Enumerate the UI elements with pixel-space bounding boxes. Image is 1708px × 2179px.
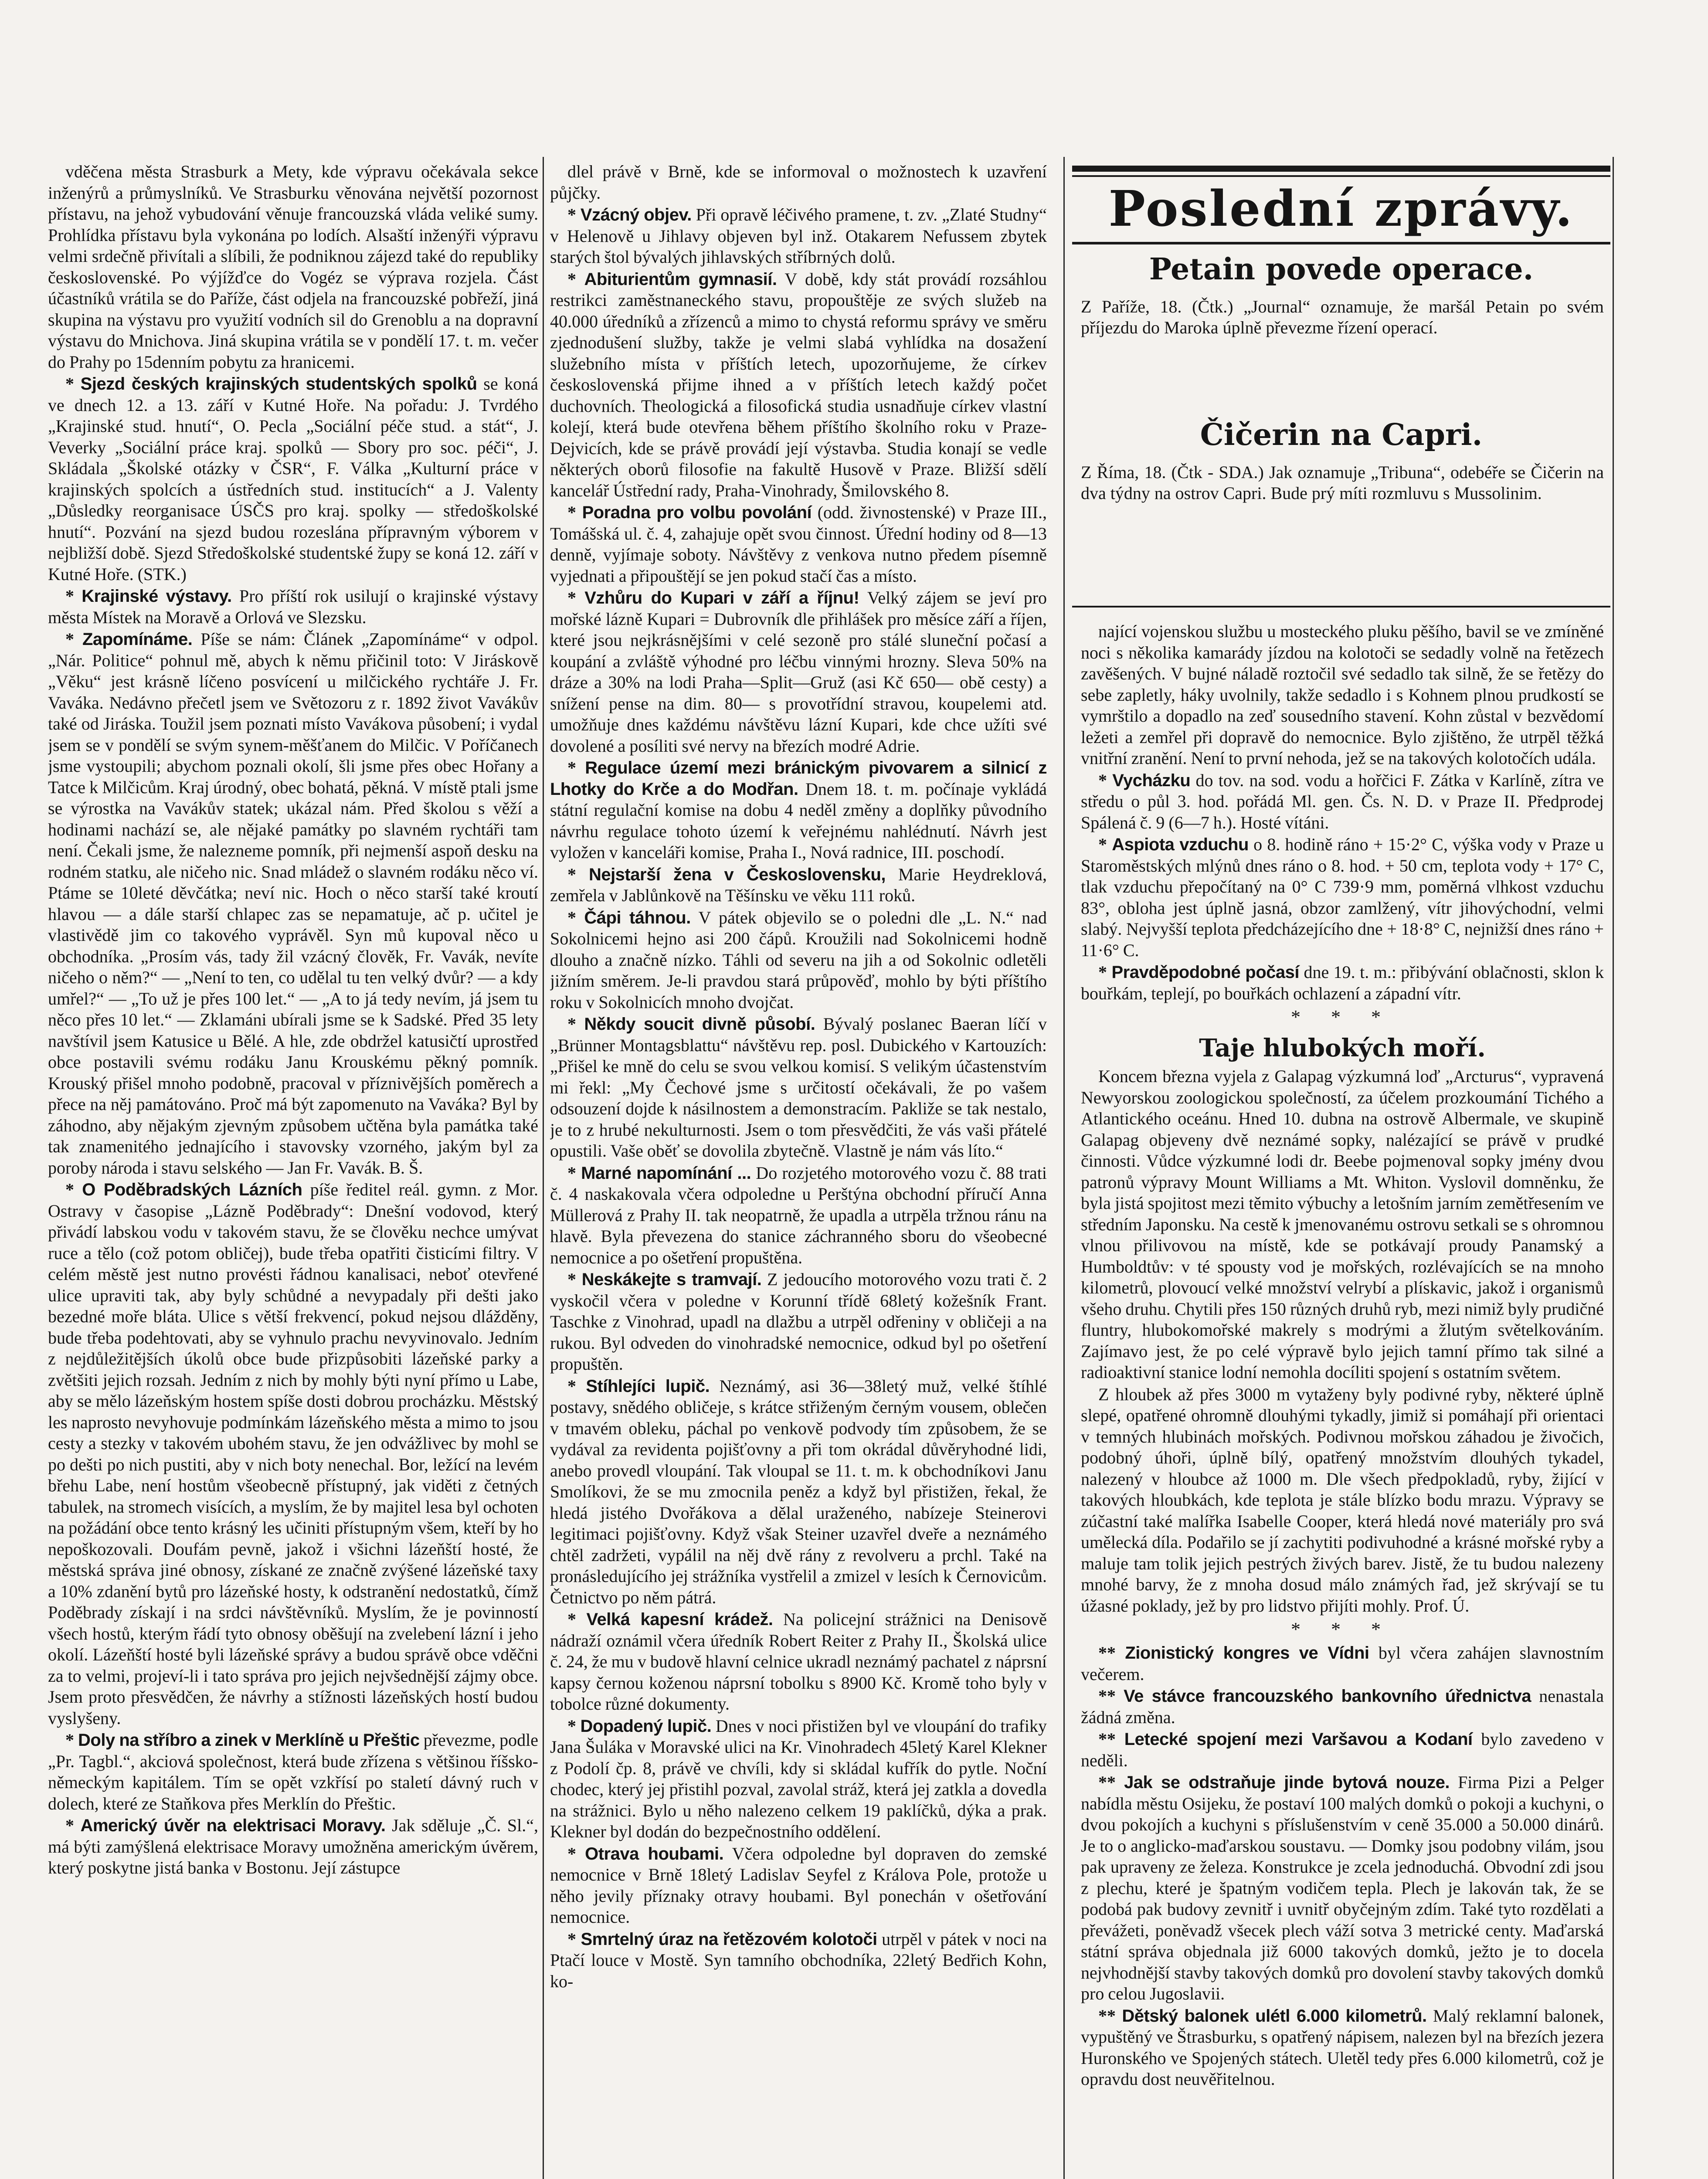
- article-text: Bývalý poslanec Baeran líčí v „Brünner Montagsblattu“ návštěvu rep. posl. Dubického v Kartouzích: „Přišel ke mně do celu se svou velkou komisí. S velikým účastenstvím mi řekl: „My Čechové jsme s určitostí očekávali, že po vašem odsouzení dojde k násilnostem a demonstracím. Pakliže se tak nestalo, je to z hrubé nekulturnosti. Jsem o tom přesvědčiti, že vás vaši přátelé opustili. Vaše oběť se dovolila zbytečně. Vlastně je nám vás líto.“: [550, 1014, 1047, 1161]
- article: * Americký úvěr na elektrisaci Moravy. Jak sděluje „Č. Sl.“, má býti zamýšlená elektrisace Moravy umožněna americkým úvěrem, který poskytne jistá banka v Bostonu. Její zástupce: [48, 1816, 538, 1877]
- article-text: vděčena města Strasburk a Mety, kde výpravu očekávala sekce inženýrů a průmyslníků. Ve Strasburku věnována největší pozornost přístavu, na jehož vybudování věnuje francouzská vláda veliké sumy. Prohlídka přístavu byla vykonána po lodích. Alsaští inženýři výpravu velmi srdečně přivítali a slíbili, že podniknou zájezd také do republiky československé. Po výjížďce do Vogéz se výprava rozjela. Část účastníků vrátila se do Paříže, část odjela na francouzské pobřeží, jiná skupina na výstavu pro využití vodních sil do Grenoblu a na dopravní výstavu do Mnichova. Jiná skupina vrátila se v pondělí 17. t. m. večer do Prahy po 15denním pobytu za hranicemi.: [48, 162, 538, 372]
- article-lead: Marné napomínání ...: [581, 1163, 751, 1183]
- article-text: Jak sděluje „Č. Sl.“, má býti zamýšlená elektrisace Moravy umožněna americkým úvěrem, který poskytne jistá banka v Bostonu. Její zástupce: [48, 1816, 538, 1877]
- article: * Aspiota vzduchu o 8. hodině ráno + 15·2° C, výška vody v Praze u Staroměstských mlýnů dnes ráno o 8. hod. + 50 cm, teplota vody + 17° C, tlak vzduchu přepočítaný na 0° C 739·9 mm, poměrná vlhkost vzduchu 83°, obloha jest úplně jasná, obzor zamlžený, vítr jihovýchodní, velmi slabý. Nejvyšší teplota předcházejícího dne + 18·8° C, nejnižší dnes ráno + 11·6° C.: [1081, 835, 1604, 960]
- story-text: Z Říma, 18. (Čtk - SDA.) Jak oznamuje „Tribuna“, odebéře se Čičerin na dva týdny na ostrov Capri. Bude prý míti rozmluvu s Mussolinim.: [1081, 462, 1604, 503]
- article-lead: Pravděpodobné počasí: [1111, 963, 1299, 982]
- article-text: bylo zavedeno v neděli.: [1081, 1729, 1604, 1770]
- article: * Otrava houbami. Včera odpoledne byl dopraven do zemské nemocnice v Brně 18letý Ladislav Seyfel z Králova Pole, protože u něho jevily příznaky otravy houbami. Byl ponechán v ošetřování nemocnice.: [550, 1843, 1047, 1927]
- article-text: dne 19. t. m.: přibývání oblačnosti, sklon k bouřkám, teplejí, po bouřkách ochlazení a západní vítr.: [1081, 962, 1604, 1003]
- article-text: Z hloubek až přes 3000 m vytaženy byly podivné ryby, některé úplně slepé, opatřené ohromně dlouhými tykadly, jimiž si pomáhají při orientaci v temných hlubinách mořských. Podivnou mořskou záhadou je živočich, podobný úhoři, úplně bílý, opatřený množstvím dlouhých tykadel, nalezený v hloubce až 1000 m. Dle všech předpokladů, ryby, žijící v takových hloubkách, kde teplota je stále blízko bodu mrazu. Výpravy se zúčastní také malířka Isabelle Cooper, která hledá nové materiály pro svá umělecká díla. Podařilo se jí zachytiti podivuhodné a krásné mořské ryby a maluje tam tolik jejich pestrých živých barev. Jistě, že tu budou nalezeny mnohé barvy, že z mnoha dosud málo známých řad, jež skrývají se tu úžasné poklady, jež by pro lidstvo přijíti mohly. Prof. Ú.: [1081, 1384, 1604, 1616]
- column-rule: [1613, 157, 1614, 2179]
- article-text: byl včera zahájen slavnostním večerem.: [1081, 1643, 1604, 1684]
- article-text: nenastala žádná změna.: [1081, 1686, 1604, 1727]
- article-text: Firma Pizi a Pelger nabídla městu Osijeku, že postaví 100 malých domků o pokoji a kuchyni, o dvou pokojích a kuchyni s příslušenstvím v ceně 35.000 a 50.000 dinárů. Je to o anglicko-maďarskou soustavu. — Domky jsou podobny vilám, jsou pak upraveny ze železa. Konstrukce je zcela jednoduchá. Obvodní zdi jsou z plechu, které je špatným vodičem tepla. Plech je lakován tak, že se podobá pak budovy zevnitř i uvnitř obyčejným zdím. Také tyto rozdělati a převážeti, poněvadž všecek plech váží sotva 3 metrické centy. Maďarská státní správa objednala již 6000 takových domků, ježto je to docela nejvhodnější stavby takových domků pro dovolení stavby takových domků pro celou Jugoslavii.: [1081, 1772, 1604, 2003]
- article-text: Velký zájem se jeví pro mořské lázně Kupari = Dubrovník dle přihlášek pro měsíce září a říjen, které jsou nejkrásnějšími v celé sezoně pro stálé sluneční počasí a koupání a zvláště výhodné pro léčbu vinnými hrozny. Sleva 50% na dráze a 30% na lodi Praha—Split—Gruž (asi Kč 650— obě cesty) a snížení pense na dim. 80— s provotřídní stravou, koupelemi atd. umožňuje dnes každému návštěvu lázní Kupari, kde chce užíti své dovolené a posíliti své nervy na březích modré Adrie.: [550, 588, 1047, 756]
- article: * Čápi táhnou. V pátek objevilo se o poledni dle „L. N.“ nad Sokolnicemi hejno asi 200 čápů. Kroužili nad Sokolnicemi hodně dlouho a značně nízko. Táhli od severu na jih a od Sokolnic odletěli jižním směrem. Je-li pravdou stará průpověď, mohlo by býti příštího roku v Sokolnicích mnoho dvojčat.: [550, 907, 1047, 1012]
- article: * Abiturientům gymnasií. V době, kdy stát provádí rozsáhlou restrikci zaměstnaneckého stavu, propouštěje ze svých služeb na 40.000 úředníků a zřízenců a mimo to chystá reformu správy ve směru zjednodušení služby, takže je velmi slabá vyhlídka na dosažení služebního místa v příštích letech, upozorňujeme, že církev československá přijme ihned a v příštích letech každý počet duchovních. Theologická a filosofická studia usnadňuje církev vlastní kolejí, která bude otevřena během příštího školního roku v Praze-Dejvicích, kde se právě provádí její výstavba. Studia konají se vedle některých oborů filosofie na fakultě Husově v Praze. Bližší sdělí kancelář Ústřední rady, Praha-Vinohrady, Šmilovského 8.: [550, 269, 1047, 500]
- article-lead: Ve stávce francouzského bankovního úřednictva: [1124, 1687, 1531, 1706]
- article-text: Na policejní strážnici na Denisově nádraží oznámil včera úředník Robert Reiter z Prahy II., Školská ulice č. 24, že mu v budově hlavní celnice ukradl neznámý pachatel z náprsní kapsy černou koženou náprsní tobolku s 8900 Kč. Kromě toho byly v tobolce různé dokumenty.: [550, 1609, 1047, 1714]
- column-rule: [543, 157, 544, 2179]
- article-text: (odd. živnostenské) v Praze III., Tomášská ul. č. 4, zahajuje opět svou činnost. Úřední hodiny od 8—13 denně, vyjímaje soboty. Návštěvy z venkova nutno předem písemně vyjednati a připouštějí se jen pokud stačí čas a místo.: [550, 502, 1047, 586]
- article-lead: Stíhlejíci lupič.: [586, 1376, 710, 1396]
- article: [550, 161, 1047, 204]
- article: * Někdy soucit divně působí. Bývalý poslanec Baeran líčí v „Brünner Montagsblattu“ návštěvu rep. posl. Dubického v Kartouzích: „Přišel ke mně do celu se svou velkou komisí. S velikým účastenstvím mi řekl: „My Čechové jsme s určitostí očekávali, že po vašem odsouzení dojde k násilnostem a demonstracím. Pakliže se tak nestalo, je to z hrubé nekulturnosti. Jsem o tom přesvědčiti, že vás vaši přátelé opustili. Vaše oběť se dovolila zbytečně. Vlastně je nám vás líto.“: [550, 1014, 1047, 1161]
- box-rule: [1072, 166, 1610, 172]
- article: [1081, 621, 1604, 769]
- article-lead: Dopadený lupič.: [580, 1716, 712, 1736]
- article-lead: Otrava houbami.: [585, 1844, 724, 1863]
- feature-headline: Taje hlubokých moří.: [1199, 1034, 1486, 1062]
- article-lead: Někdy soucit divně působí.: [584, 1015, 815, 1034]
- box-rule: [1072, 242, 1610, 244]
- article-lead: Doly na stříbro a zinek v Merklíně u Přeštic: [78, 1731, 420, 1750]
- column-1: [48, 161, 538, 2179]
- article: * Dopadený lupič. Dnes v noci přistižen byl ve vloupání do trafiky Jana Šuláka v Moravské ulici na Kr. Vinohradech 45letý Karel Klekner z Podolí čp. 8, právě ve chvíli, kdy si skládal kufřík do pytle. Noční chodec, který jej přistihl pozval, zavolal stráž, která jej zatkla a dovedla na strážnici. Bylo u něho nalezeno celkem 19 paklíčků, dýka a prak. Klekner byl dodán do bezpečnostního oddělení.: [550, 1716, 1047, 1841]
- column-rule: [1063, 157, 1065, 2179]
- article-lead: Vzácný objev.: [580, 205, 692, 224]
- article-lead: Sjezd českých krajinských studentských spolků: [80, 374, 477, 394]
- article-lead: Americký úvěr na elektrisaci Moravy.: [80, 1816, 386, 1835]
- article-lead: Jak se odstraňuje jinde bytová nouze.: [1124, 1773, 1450, 1792]
- article-lead: Zapomínáme.: [82, 630, 193, 649]
- article-lead: Vycházku: [1112, 770, 1191, 790]
- article: * Pravděpodobné počasí dne 19. t. m.: přibývání oblačnosti, sklon k bouřkám, teplejí, po bouřkách ochlazení a západní vítr.: [1081, 962, 1604, 1003]
- story-headline: Čičerin na Capri.: [1200, 417, 1483, 452]
- article: * O Poděbradských Lázních píše ředitel reál. gymn. z Mor. Ostravy v časopise „Lázně Poděbrady“: Dnešní vodovod, který přivádí labskou vodu v takovém stavu, že se člověku nechce umývat ruce a tělo (což potom obličej), bude třeba opatřiti čisticími filtry. V celém městě jest nutno provésti řádnou kanalisaci, neboť otevřené ulice upraviti tak, aby byly schůdné a nevypadaly při dešti jako bezedné moře bláta. Ulice s větší frekvencí, pokud nejsou dlážděny, bude třeba podehtovati, aby se vyhnulo prachu nevyvinovalo. Jedním z nejdůležitějších úkolů obce bude přizpůsobiti lázeňské parky a zvětšiti jejich rozsah. Jedním z nich by mohly býti nyní přímo u Labe, aby se mělo lázeňským hostem spíše dosti dobrou procházku. Městský les naprosto nevyhovuje podmínkám lázeňského města a mimo to jsou cesty a stezky v takovém ubohém stavu, že jen odvážlivec by mohl se po dešti po nich pustiti, aby v nich boty nenechal. Bor, ležící na levém břehu Labe, není hostům všeobecně přístupný, jak viděti z četných tabulek, na stromech visících, a myslím, že by majitel lesa byl ochoten na požádání obce tento krásný les učiniti přístupným všem, kteří by ho nepoškozovali. Doufám pevně, jakož i všichni lázeňští hosté, že městská správa jiné obnosy, získané ze značně zvýšené lázeňské taxy a 10% zdanění bytů pro lázeňské hosty, k odstranění nedostatků, čímž Poděbrady získají i na srdci návštěvníků. Myslím, že je povinností všech hostů, kterým řádí tyto obnosy oběšují na zvelebení lázní i jeho okolí. Lázeňští hosté byli lázeňské správy a budou správě obce vděčni za to velmi, projeví-li i tato správa pro jejich nejvšednější zájmy obce. Jsem proto přesvědčen, že návrhy a stížnosti lázeňských hostí budou vyslyšeny.: [48, 1180, 538, 1728]
- article: ** Letecké spojení mezi Varšavou a Kodaní bylo zavedeno v neděli.: [1081, 1729, 1604, 1770]
- section-banner: Poslední zprávy.: [1108, 180, 1574, 238]
- article-lead: Poradna pro volbu povolání: [582, 503, 812, 522]
- article: * Vycházku do tov. na sod. vodu a hořčici F. Zátka v Karlíně, zítra ve středu o půl 3. hod. pořádá Ml. gen. Čs. N. D. v Praze II. Předprodej Spálená č. 9 (6—7 h.). Hosté vítáni.: [1081, 770, 1604, 832]
- article: * Marné napomínání ... Do rozjetého motorového vozu č. 88 trati č. 4 naskakovala včera odpoledne u Perštýna obchodní příručí Anna Müllerová z Prahy II. tak neopatrně, že upadla a utrpěla tržnou ránu na hlavě. Byla převezena do stanice záchranného sboru do všeobecné nemocnice a po ošetření propuštěna.: [550, 1163, 1047, 1267]
- article: * Sjezd českých krajinských studentských spolků se koná ve dnech 12. a 13. září v Kutné Hoře. Na pořadu: J. Tvrdého „Krajinské stud. hnutí“, O. Pecla „Sociální péče stud. a stát“, J. Veverky „Sociální práce kraj. spolků — Sbory pro soc. péči“, J. Skládala „Školské otázky v ČSR“, F. Válka „Kulturní práce v krajinských spolcích a ústředních stud. institucích“ a J. Valenty „Důsledky reorganisace ÚSČS pro kraj. spolky — středoškolské hnutí“. Pozvání na sjezd budou rozeslána přípravným výborem v nejbližší době. Sjezd Středoškolské studentské župy se koná 12. září v Kutné Hoře. (STK.): [48, 374, 538, 584]
- story-text: Z Paříže, 18. (Čtk.) „Journal“ oznamuje, že maršál Petain po svém příjezdu do Maroka úplně převezme řízení operací.: [1081, 297, 1604, 337]
- article-lead: Smrtelný úraz na řetězovém kolotoči: [581, 1929, 877, 1949]
- article: [1081, 1384, 1604, 1617]
- latest-news-box: [1072, 166, 1610, 614]
- article: * Poradna pro volbu povolání (odd. živnostenské) v Praze III., Tomášská ul. č. 4, zahajuje opět svou činnost. Úřední hodiny od 8—13 denně, vyjímaje soboty. Návštěvy z venkova nutno předem písemně vyjednati a připouštějí se jen pokud stačí čas a místo.: [550, 502, 1047, 586]
- article-text: Malý reklamní balonek, vypuštěný ve Štrasburku, s opatřený nápisem, nalezen byl na březích jezera Huronského ve Spojených státech. Uletěl tedy přes 6.000 kilometrů, což je opravdu dost neuvěřitelnou.: [1081, 2006, 1604, 2089]
- article: * Doly na stříbro a zinek v Merklíně u Přeštic převezme, podle „Pr. Tagbl.“, akciová společnost, která bude zřízena s většinou říšsko-německým kapitálem. Tím se opět vzkřísí po staletí dávný ruch v dolech, které ze Staňkova přes Merklín do Přeštic.: [48, 1730, 538, 1813]
- box-rule: [1072, 606, 1610, 608]
- box-rule: [1072, 175, 1610, 177]
- article-lead: Velká kapesní krádež.: [586, 1610, 773, 1629]
- column-2: [550, 161, 1047, 2179]
- article-lead: Abiturientům gymnasií.: [584, 269, 777, 289]
- article-text: Dnem 18. t. m. počínaje vykládá státní regulační komise na dobu 4 neděl změny a doplňky původního návrhu regulace tohoto území k veřejnému nahlédnutí. Návrh jest vyložen v kanceláři komise, Praha I., Nová radnice, III. poschodí.: [550, 779, 1047, 862]
- article-text: V době, kdy stát provádí rozsáhlou restrikci zaměstnaneckého stavu, propouštěje ze svých služeb na 40.000 úředníků a zřízenců a mimo to chystá reformu správy ve směru zjednodušení služby, takže je velmi slabá vyhlídka na dosažení služebního místa v příštích letech, upozorňujeme, že církev československá přijme ihned a v příštích letech každý počet duchovních. Theologická a filosofická studia usnadňuje církev vlastní kolejí, která bude otevřena během příštího školního roku v Praze-Dejvicích, kde se právě provádí její výstavba. Studia konají se vedle některých oborů filosofie na fakultě Husově v Praze. Bližší sdělí kancelář Ústřední rady, Praha-Vinohrady, Šmilovského 8.: [550, 269, 1047, 500]
- article-lead: Krajinské výstavy.: [81, 587, 232, 606]
- article-text: Píše se nám: Článek „Zapomínáme“ v odpol. „Nár. Politice“ pohnul mě, abych k němu přičinil toto: V Jiráskově „Věku“ jest krásně líčeno posvícení u milčického rychtáře J. Fr. Vaváka. Nedávno přečetl jsem ve Světozoru z r. 1892 život Vavákův také od Jiráska. Toužil jsem poznati místo Vavákova působení; i vydal jsem se v pondělí se svým synem-měšťanem do Milčic. V Poříčanech jsme vystoupili; abychom poznali okolí, šli jsme přes obec Hořany a Tatce k Milčicům. Kraj úrodný, obec bohatá, pěkná. V místě ptali jsme se výrostka na Vavákův statek; ukázal nám. Před školou s věží a hodinami nachází se, ale nějaké památky po slavném rychtáři tam není. Čekali jsme, že nalezneme pomník, při nejmenší aspoň desku na rodném statku, ale ničeho nic. Snad mládež o slavném rodáku něco ví. Ptáme se 10leté děvčátka; neví nic. Hoch o něco starší také kroutí hlavou — a dále starší chlapec zas se nepamatuje, ač p. učitel je vlastivědě jim co takového vyprávěl. Syn mů kupoval něco u obchodníka. „Prosím vás, tady žil vzácný člověk, Fr. Vavák, nevíte ničeho o něm?“ — „Není to ten, co udělal tu ten velký dvůr? — a kdy umřel?“ — „To už je přes 100 let.“ — „A to já tedy nevím, já jsem tu něco přes 10 let.“ — Zklamáni ubírali jsme se k Sadské. Před 35 lety navštívil jsem Katusice u Bělé. A hle, zde obdržel katusičtí uprostřed obce postavili svému rodáku Janu Krouskému pěkný pomník. Krouský přišel mnoho podobně, pracoval v příznivějších poměrech a přece na něj památováno. Proč má být zapomenuto na Vaváka? Byl by záhodno, aby nějakým zjevným způsobem učtěna byla památka také tak znamenitého jednajícího i stavovsky vzorného, jakým byl za poroby národa i stavu selského — Jan Fr. Vavák. B. Š.: [48, 629, 538, 1178]
- article: ** Jak se odstraňuje jinde bytová nouze. Firma Pizi a Pelger nabídla městu Osijeku, že postaví 100 malých domků o pokoji a kuchyni, o dvou pokojích a kuchyni s příslušenstvím v ceně 35.000 a 50.000 dinárů. Je to o anglicko-maďarskou soustavu. — Domky jsou podobny vilám, jsou pak upraveny ze železa. Konstrukce je zcela jednoduchá. Obvodní zdi jsou z plechu, které je špatným vodičem tepla. Plech je lakován tak, že se podobá pak budovy zevnitř i uvnitř obyčejným zdím. Také tyto rozdělati a převážeti, poněvadž všecek plech váží sotva 3 metrické centy. Maďarská státní správa objednala již 6000 takových domků, ježto je to docela nejvhodnější stavby takových domků pro dovolení stavby takových domků pro celou Jugoslavii.: [1081, 1772, 1604, 2003]
- article-lead: Letecké spojení mezi Varšavou a Kodaní: [1124, 1730, 1473, 1749]
- section-divider: * * *: [1291, 1006, 1394, 1028]
- article-lead: Regulace území mezi bránickým pivovarem a silnicí z Lhotky do Krče a do Modřan.: [550, 758, 1047, 799]
- article: * Vzácný objev. Při opravě léčivého pramene, t. zv. „Zlaté Studny“ v Helenově u Jihlavy objeven byl inž. Otakarem Nefussem zbytek starých štol bývalých jihlavských stříbrných dolů.: [550, 205, 1047, 267]
- section-divider: * * *: [1291, 1619, 1394, 1640]
- article-lead: Dětský balonek ulétl 6.000 kilometrů.: [1122, 2006, 1427, 2026]
- article-text: Koncem března vyjela z Galapag výzkumná loď „Arcturus“, vypravená Newyorskou zoologickou společností, za účelem prozkoumání Tichého a Atlantického oceánu. Hned 10. dubna na ostrově Albermale, ve skupině Galapag objeveny dvě neznámé sopky, nalézající se právě v prudké činnosti. Vůdce výzkumné lodi dr. Beebe pojmenoval sopky jmény dvou patronů výpravy Mount Williams a Mt. Whiton. Vyslovil domněnku, že byla jistá spojitost mezi těmito výbuchy a letošním jarním zemětřesením ve středním Japonsku. Na cestě k jmenovanému ostrovu setkali se s ohromnou vlnou přilivovou na místě, kde se potkávají proudy Panamský a Humboldtův: v té spousty vod je mořských, rozlévajících se na mnoho kilometrů, plovoucí velké množství velrybí a plískavic, jakož i organismů všeho druhu. Chytili přes 150 různých druhů ryb, mezi nimiž byly prudičné fluntry, hlubokomořské makrely s modrými a žlutým světelkováním. Zajímavo jest, že po celé výpravě bylo jejich tamní přímo tak silné a radioaktivní stanice lodní nemohla docíliti spojení s ostatním světem.: [1081, 1066, 1604, 1382]
- article-lead: Neskákejte s tramvají.: [581, 1270, 762, 1289]
- article: * Neskákejte s tramvají. Z jedoucího motorového vozu trati č. 2 vyskočil včera v poledne v Korunní třídě 68letý kožešník Frant. Taschke z Vinohrad, upadl na dlažbu a utrpěl odřeniny v obličeji a na rukou. Byl odveden do vinohradské nemocnice, odkud byl po ošetření propuštěn.: [550, 1269, 1047, 1374]
- story-headline: Petain povede operace.: [1149, 252, 1534, 287]
- article-text: se koná ve dnech 12. a 13. září v Kutné Hoře. Na pořadu: J. Tvrdého „Krajinské stud. hnutí“, O. Pecla „Sociální péče stud. a stát“, J. Veverky „Sociální práce kraj. spolků — Sbory pro soc. péči“, J. Skládala „Školské otázky v ČSR“, F. Válka „Kulturní práce v krajinských spolcích a ústředních stud. institucích“ a J. Valenty „Důsledky reorganisace ÚSČS pro kraj. spolky — středoškolské hnutí“. Pozvání na sjezd budou rozeslána přípravným výborem v nejbližší době. Sjezd Středoškolské studentské župy se koná 12. září v Kutné Hoře. (STK.): [48, 374, 538, 584]
- article-text: převezme, podle „Pr. Tagbl.“, akciová společnost, která bude zřízena s většinou říšsko-německým kapitálem. Tím se opět vzkřísí po staletí dávný ruch v dolech, které ze Staňkova přes Merklín do Přeštic.: [48, 1730, 538, 1813]
- article: * Regulace území mezi bránickým pivovarem a silnicí z Lhotky do Krče a do Modřan. Dnem 18. t. m. počínaje vykládá státní regulační komise na dobu 4 neděl změny a doplňky původního návrhu regulace tohoto území k veřejnému nahlédnutí. Návrh jest vyložen v kanceláři komise, Praha I., Nová radnice, III. poschodí.: [550, 758, 1047, 862]
- article-text: utrpěl v pátek v noci na Ptačí louce v Mostě. Syn tamního obchodníka, 22letý Bedřich Kohn, ko-: [550, 1929, 1047, 1991]
- article: * Velká kapesní krádež. Na policejní strážnici na Denisově nádraží oznámil včera úředník Robert Reiter z Prahy II., Školská ulice č. 24, že mu v budově hlavní celnice ukradl neznámý pachatel z náprsní kapsy černou koženou náprsní tobolku s 8900 Kč. Kromě toho byly v tobolce různé dokumenty.: [550, 1609, 1047, 1714]
- article-lead: Vzhůru do Kupari v září a říjnu!: [584, 588, 859, 608]
- article-text: Marie Heydreklová, zemřela v Jablůnkově na Těšínsku ve věku 111 roků.: [550, 864, 1047, 905]
- article-text: Z jedoucího motorového vozu trati č. 2 vyskočil včera v poledne v Korunní třídě 68letý kožešník Frant. Taschke z Vinohrad, upadl na dlažbu a utrpěl odřeniny v obličeji a na rukou. Byl odveden do vinohradské nemocnice, odkud byl po ošetření propuštěn.: [550, 1269, 1047, 1374]
- article: * Zapomínáme. Píše se nám: Článek „Zapomínáme“ v odpol. „Nár. Politice“ pohnul mě, abych k němu přičinil toto: V Jiráskově „Věku“ jest krásně líčeno posvícení u milčického rychtáře J. Fr. Vaváka. Nedávno přečetl jsem ve Světozoru z r. 1892 život Vavákův také od Jiráska. Toužil jsem poznati místo Vavákova působení; i vydal jsem se v pondělí se svým synem-měšťanem do Milčic. V Poříčanech jsme vystoupili; abychom poznali okolí, šli jsme přes obec Hořany a Tatce k Milčicům. Kraj úrodný, obec bohatá, pěkná. V místě ptali jsme se výrostka na Vavákův statek; ukázal nám. Před školou s věží a hodinami nachází se, ale nějaké památky po slavném rychtáři tam není. Čekali jsme, že nalezneme pomník, při nejmenší aspoň desku na rodném statku, ale ničeho nic. Snad mládež o slavném rodáku něco ví. Ptáme se 10leté děvčátka; neví nic. Hoch o něco starší také kroutí hlavou — a dále starší chlapec zas se nepamatuje, ač p. učitel je vlastivědě jim co takového vyprávěl. Syn mů kupoval něco u obchodníka. „Prosím vás, tady žil vzácný člověk, Fr. Vavák, nevíte ničeho o něm?“ — „Není to ten, co udělal tu ten velký dvůr? — a kdy umřel?“ — „To už je přes 100 let.“ — „A to já tedy nevím, já jsem tu něco přes 10 let.“ — Zklamáni ubírali jsme se k Sadské. Před 35 lety navštívil jsem Katusice u Bělé. A hle, zde obdržel katusičtí uprostřed obce postavili svému rodáku Janu Krouskému pěkný pomník. Krouský přišel mnoho podobně, pracoval v příznivějších poměrech a přece na něj památováno. Proč má být zapomenuto na Vaváka? Byl by záhodno, aby nějakým zjevným způsobem učtěna byla památka také tak znamenitého jednajícího i stavovsky vzorného, jakým byl za poroby národa i stavu selského — Jan Fr. Vavák. B. Š.: [48, 629, 538, 1178]
- article: ** Dětský balonek ulétl 6.000 kilometrů. Malý reklamní balonek, vypuštěný ve Štrasburku, s opatřený nápisem, nalezen byl na březích jezera Huronského ve Spojených státech. Uletěl tedy přes 6.000 kilometrů, což je opravdu dost neuvěřitelnou.: [1081, 2006, 1604, 2089]
- article-text: Při opravě léčivého pramene, t. zv. „Zlaté Studny“ v Helenově u Jihlavy objeven byl inž. Otakarem Nefussem zbytek starých štol bývalých jihlavských stříbrných dolů.: [550, 205, 1047, 267]
- article-text: nající vojenskou službu u mosteckého pluku pěšího, bavil se ve zmíněné noci s několika kamarády jízdou na kolotoči se sedadly volně na řetězech zavěšených. V bujné náladě roztočil své sedadlo tak silně, že se řetězy do sebe zapletly, háky uvolnily, takže sedadlo i s Kohnem plnou prudkostí se vymrštilo a dopadlo na zeď sousedního stavení. Kohn zůstal v bezvědomí ležeti a zemřel při dopravě do nemocnice. Bylo zjištěno, že utrpěl těžká vnitřní zranění. Není to první nehoda, jež se na takových kolotočích udála.: [1081, 621, 1604, 768]
- article-lead: O Poděbradských Lázních: [82, 1180, 302, 1199]
- article: [48, 161, 538, 373]
- article: ** Ve stávce francouzského bankovního úřednictva nenastala žádná změna.: [1081, 1686, 1604, 1727]
- article: ** Zionistický kongres ve Vídni byl včera zahájen slavnostním večerem.: [1081, 1643, 1604, 1684]
- article-text: Do rozjetého motorového vozu č. 88 trati č. 4 naskakovala včera odpoledne u Perštýna obchodní příručí Anna Müllerová z Prahy II. tak neopatrně, že upadla a utrpěla tržnou ránu na hlavě. Byla převezena do stanice záchranného sboru do všeobecné nemocnice a po ošetření propuštěna.: [550, 1163, 1047, 1267]
- article-text: Neznámý, asi 36—38letý muž, velké štíhlé postavy, snědého obličeje, s krátce střiženým černým vousem, oblečen v tmavém obleku, páchal po venkově podvody tím způsobem, že se vydával za revidenta pojišťovny a při tom okrádal důvěryhodné lidi, anebo provedl vloupání. Tak vloupal se 11. t. m. k obchodníkovi Janu Smolíkovi, že se mu zmocnila peněz a když byl přistižen, řekal, že hledá jistého Dvořákova a dělal uraženého, nabízeje Steinerovi legitimaci pojišťovny. Když však Steiner uzavřel dveře a neznámého chtěl zadržeti, vypálil na něj dvě rány z revolveru a prchl. Také na pronásledujícího jej strážníka vystřelil a zmizel v lesích k Černovicům. Četnictvo po něm pátrá.: [550, 1376, 1047, 1607]
- article: * Krajinské výstavy. Pro příští rok usilují o krajinské výstavy města Místek na Moravě a Orlová ve Slezsku.: [48, 586, 538, 627]
- article-lead: Nejstarší žena v Československu,: [588, 865, 886, 884]
- article: * Smrtelný úraz na řetězovém kolotoči utrpěl v pátek v noci na Ptačí louce v Mostě. Syn tamního obchodníka, 22letý Bedřich Kohn, ko-: [550, 1929, 1047, 1991]
- article-text: píše ředitel reál. gymn. z Mor. Ostravy v časopise „Lázně Poděbrady“: Dnešní vodovod, který přivádí labskou vodu v takovém stavu, že se člověku nechce umývat ruce a tělo (což potom obličej), bude třeba opatřiti čisticími filtry. V celém městě jest nutno provésti řádnou kanalisaci, neboť otevřené ulice upraviti tak, aby byly schůdné a nevypadaly při dešti jako bezedné moře bláta. Ulice s větší frekvencí, pokud nejsou dlážděny, bude třeba podehtovati, aby se vyhnulo prachu nevyvinovalo. Jedním z nejdůležitějších úkolů obce bude přizpůsobiti lázeňské parky a zvětšiti jejich rozsah. Jedním z nich by mohly býti nyní přímo u Labe, aby se mělo lázeňským hostem spíše dosti dobrou procházku. Městský les naprosto nevyhovuje podmínkám lázeňského města a mimo to jsou cesty a stezky v takovém ubohém stavu, že jen odvážlivec by mohl se po dešti po nich pustiti, aby v nich boty nenechal. Bor, ležící na levém břehu Labe, není hostům všeobecně přístupný, jak viděti z četných tabulek, na stromech visících, a myslím, že by majitel lesa byl ochoten na požádání obce tento krásný les učiniti přístupným všem, kteří by ho nepoškozovali. Doufám pevně, jakož i všichni lázeňští hosté, že městská správa jiné obnosy, získané ze značně zvýšené lázeňské taxy a 10% zdanění bytů pro lázeňské hosty, k odstranění nedostatků, čímž Poděbrady získají i na srdci návštěvníků. Myslím, že je povinností všech hostů, kterým řádí tyto obnosy oběšují na zvelebení lázní i jeho okolí. Lázeňští hosté byli lázeňské správy a budou správě obce vděčni za to velmi, projeví-li i tato správa pro jejich nejvšednější zájmy obce. Jsem proto přesvědčen, že návrhy a stížnosti lázeňských hostí budou vyslyšeny.: [48, 1180, 538, 1728]
- article: [1081, 1066, 1604, 1383]
- column-3: [1081, 621, 1604, 2179]
- article-text: Dnes v noci přistižen byl ve vloupání do trafiky Jana Šuláka v Moravské ulici na Kr. Vinohradech 45letý Karel Klekner z Podolí čp. 8, právě ve chvíli, kdy si skládal kufřík do pytle. Noční chodec, který jej přistihl pozval, zavolal stráž, která jej zatkla a dovedla na strážnici. Bylo u něho nalezeno celkem 19 paklíčků, dýka a prak. Klekner byl dodán do bezpečnostního oddělení.: [550, 1716, 1047, 1841]
- article-lead: Zionistický kongres ve Vídni: [1125, 1643, 1369, 1663]
- article-text: Pro příští rok usilují o krajinské výstavy města Místek na Moravě a Orlová ve Slezsku.: [48, 586, 538, 627]
- article: * Stíhlejíci lupič. Neznámý, asi 36—38letý muž, velké štíhlé postavy, snědého obličeje, s krátce střiženým černým vousem, oblečen v tmavém obleku, páchal po venkově podvody tím způsobem, že se vydával za revidenta pojišťovny a při tom okrádal důvěryhodné lidi, anebo provedl vloupání. Tak vloupal se 11. t. m. k obchodníkovi Janu Smolíkovi, že se mu zmocnila peněz a když byl přistižen, řekal, že hledá jistého Dvořákova a dělal uraženého, nabízeje Steinerovi legitimaci pojišťovny. Když však Steiner uzavřel dveře a neznámého chtěl zadržeti, vypálil na něj dvě rány z revolveru a prchl. Také na pronásledujícího jej strážníka vystřelil a zmizel v lesích k Černovicům. Četnictvo po něm pátrá.: [550, 1376, 1047, 1607]
- article-lead: Čápi táhnou.: [584, 908, 691, 927]
- article-text: do tov. na sod. vodu a hořčici F. Zátka v Karlíně, zítra ve středu o půl 3. hod. pořádá Ml. gen. Čs. N. D. v Praze II. Předprodej Spálená č. 9 (6—7 h.). Hosté vítáni.: [1081, 770, 1604, 832]
- article-text: V pátek objevilo se o poledni dle „L. N.“ nad Sokolnicemi hejno asi 200 čápů. Kroužili nad Sokolnicemi hodně dlouho a značně nízko. Táhli od severu na jih a od Sokolnic odletěli jižním směrem. Je-li pravdou stará průpověď, mohlo by býti příštího roku v Sokolnicích mnoho dvojčat.: [550, 907, 1047, 1012]
- article-text: dlel právě v Brně, kde se informoval o možnostech k uzavření půjčky.: [550, 162, 1047, 203]
- article: * Vzhůru do Kupari v září a říjnu! Velký zájem se jeví pro mořské lázně Kupari = Dubrovník dle přihlášek pro měsíce září a říjen, které jsou nejkrásnějšími v celé sezoně pro stálé sluneční počasí a koupání a zvláště výhodné pro léčbu vinnými hrozny. Sleva 50% na dráze a 30% na lodi Praha—Split—Gruž (asi Kč 650— obě cesty) a snížení pense na dim. 80— s provotřídní stravou, koupelemi atd. umožňuje dnes každému návštěvu lázní Kupari, kde chce užíti své dovolené a posíliti své nervy na březích modré Adrie.: [550, 588, 1047, 756]
- article: * Nejstarší žena v Československu, Marie Heydreklová, zemřela v Jablůnkově na Těšínsku ve věku 111 roků.: [550, 864, 1047, 905]
- article-text: o 8. hodině ráno + 15·2° C, výška vody v Praze u Staroměstských mlýnů dnes ráno o 8. hod. + 50 cm, teplota vody + 17° C, tlak vzduchu přepočítaný na 0° C 739·9 mm, poměrná vlhkost vzduchu 83°, obloha jest úplně jasná, obzor zamlžený, vítr jihovýchodní, velmi slabý. Nejvyšší teplota předcházejícího dne + 18·8° C, nejnižší dnes ráno + 11·6° C.: [1081, 835, 1604, 960]
- article-text: Včera odpoledne byl dopraven do zemské nemocnice v Brně 18letý Ladislav Seyfel z Králova Pole, protože u něho jevily příznaky otravy houbami. Byl ponechán v ošetřování nemocnice.: [550, 1843, 1047, 1927]
- article-lead: Aspiota vzduchu: [1112, 835, 1249, 854]
